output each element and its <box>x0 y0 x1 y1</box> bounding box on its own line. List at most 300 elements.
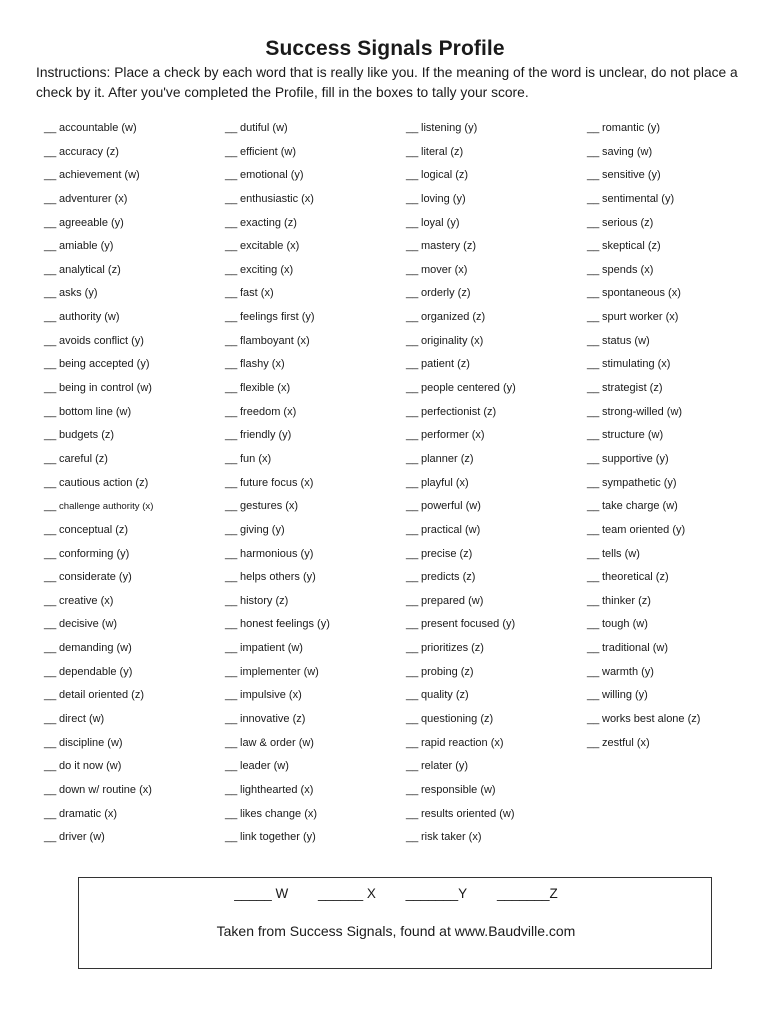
check-blank[interactable] <box>587 404 602 421</box>
check-blank[interactable] <box>44 546 59 563</box>
word-label: detail oriented (z) <box>59 689 144 702</box>
checklist-item[interactable] <box>225 262 405 286</box>
check-blank[interactable] <box>406 498 421 515</box>
check-blank[interactable] <box>225 782 240 799</box>
word-label: flamboyant (x) <box>240 334 310 347</box>
check-blank[interactable] <box>406 191 421 208</box>
checklist-item[interactable] <box>225 144 405 168</box>
checklist-item[interactable] <box>587 546 767 570</box>
check-blank[interactable] <box>406 262 421 279</box>
checklist-item[interactable] <box>44 782 224 806</box>
check-blank[interactable] <box>44 498 59 515</box>
word-label: strategist (z) <box>602 382 663 395</box>
checklist-item[interactable] <box>406 593 586 617</box>
check-blank[interactable] <box>225 475 240 492</box>
check-blank[interactable] <box>587 285 602 302</box>
checklist-item[interactable] <box>225 664 405 688</box>
word-label: friendly (y) <box>240 429 292 442</box>
checklist-item[interactable] <box>406 333 586 357</box>
check-blank[interactable] <box>587 262 602 279</box>
check-blank[interactable] <box>225 120 240 137</box>
checklist-item[interactable] <box>406 285 586 309</box>
word-label: decisive (w) <box>59 618 118 631</box>
check-blank[interactable] <box>406 404 421 421</box>
checklist-item[interactable] <box>587 475 767 499</box>
checklist-item[interactable] <box>44 593 224 617</box>
check-blank[interactable] <box>406 238 421 255</box>
word-column-1 <box>44 120 224 853</box>
word-label: practical (w) <box>421 523 481 536</box>
check-blank[interactable] <box>225 356 240 373</box>
check-blank[interactable] <box>44 616 59 633</box>
checklist-item[interactable] <box>587 309 767 333</box>
word-label: dramatic (x) <box>59 807 118 820</box>
checklist-item[interactable] <box>587 191 767 215</box>
check-blank[interactable] <box>44 309 59 326</box>
check-blank[interactable] <box>406 593 421 610</box>
checklist-item[interactable] <box>406 687 586 711</box>
checklist-item[interactable] <box>225 167 405 191</box>
checklist-item[interactable] <box>44 498 224 522</box>
checklist-item[interactable] <box>225 546 405 570</box>
word-label: quality (z) <box>421 689 469 702</box>
check-blank[interactable] <box>406 829 421 846</box>
checklist-item[interactable] <box>406 522 586 546</box>
checklist-item[interactable] <box>44 333 224 357</box>
check-blank[interactable] <box>406 285 421 302</box>
checklist-item[interactable] <box>587 569 767 593</box>
word-label: direct (w) <box>59 713 105 726</box>
check-blank[interactable] <box>587 238 602 255</box>
word-label: gestures (x) <box>240 500 299 513</box>
word-label: asks (y) <box>59 287 98 300</box>
word-label: excitable (x) <box>240 240 300 253</box>
checklist-item[interactable] <box>225 333 405 357</box>
check-blank[interactable] <box>44 451 59 468</box>
checklist-item[interactable] <box>587 522 767 546</box>
checklist-item[interactable] <box>406 427 586 451</box>
checklist-item[interactable] <box>225 498 405 522</box>
checklist-item[interactable] <box>44 356 224 380</box>
instructions-text: Instructions: Place a check by each word that is really like you. If the meaning of the word is unclear, do not place a check by it. After you've completed the Profile, fill in the boxes to tally your score. <box>36 65 738 100</box>
check-blank[interactable] <box>225 333 240 350</box>
checklist-item[interactable] <box>406 735 586 759</box>
check-blank[interactable] <box>587 191 602 208</box>
check-blank[interactable] <box>587 215 602 232</box>
checklist-item[interactable] <box>225 569 405 593</box>
word-label: sympathetic (y) <box>602 476 677 489</box>
checklist-item[interactable] <box>225 309 405 333</box>
checklist-item[interactable] <box>406 829 586 853</box>
checklist-item[interactable] <box>225 829 405 853</box>
checklist-item[interactable] <box>225 758 405 782</box>
checklist-item[interactable] <box>44 522 224 546</box>
checklist-item[interactable] <box>225 356 405 380</box>
checklist-item[interactable] <box>406 806 586 830</box>
check-blank[interactable] <box>587 475 602 492</box>
checklist-item[interactable] <box>225 687 405 711</box>
checklist-item[interactable] <box>44 215 224 239</box>
check-blank[interactable] <box>225 380 240 397</box>
checklist-item[interactable] <box>44 262 224 286</box>
check-blank[interactable] <box>406 758 421 775</box>
check-blank[interactable] <box>44 640 59 657</box>
check-blank[interactable] <box>587 664 602 681</box>
check-blank[interactable] <box>225 593 240 610</box>
checklist-item[interactable] <box>406 120 586 144</box>
check-blank[interactable] <box>44 238 59 255</box>
checklist-item[interactable] <box>587 356 767 380</box>
check-blank[interactable] <box>406 806 421 823</box>
checklist-item[interactable] <box>225 806 405 830</box>
check-blank[interactable] <box>406 144 421 161</box>
check-blank[interactable] <box>225 569 240 586</box>
checklist-item[interactable] <box>406 616 586 640</box>
word-list <box>0 120 770 850</box>
word-label: dutiful (w) <box>240 122 288 134</box>
word-label: impatient (w) <box>240 642 303 655</box>
checklist-item[interactable] <box>587 120 767 144</box>
checklist-item[interactable] <box>44 687 224 711</box>
checklist-item[interactable] <box>44 120 224 144</box>
checklist-item[interactable] <box>587 640 767 664</box>
check-blank[interactable] <box>587 711 602 728</box>
check-blank[interactable] <box>225 262 240 279</box>
checklist-item[interactable] <box>406 546 586 570</box>
checklist-item[interactable] <box>406 356 586 380</box>
checklist-item[interactable] <box>406 782 586 806</box>
check-blank[interactable] <box>587 427 602 444</box>
word-label: exacting (z) <box>240 216 297 229</box>
check-blank[interactable] <box>44 167 59 184</box>
word-label: feelings first (y) <box>240 311 315 324</box>
check-blank[interactable] <box>225 711 240 728</box>
checklist-item[interactable] <box>44 475 224 499</box>
word-label: enthusiastic (x) <box>240 192 314 205</box>
word-label: harmonious (y) <box>240 547 314 560</box>
check-blank[interactable] <box>44 191 59 208</box>
check-blank[interactable] <box>225 144 240 161</box>
checklist-item[interactable] <box>44 167 224 191</box>
word-label: saving (w) <box>602 145 653 158</box>
check-blank[interactable] <box>225 285 240 302</box>
check-blank[interactable] <box>44 687 59 704</box>
word-label: efficient (w) <box>240 145 297 158</box>
check-blank[interactable] <box>44 711 59 728</box>
check-blank[interactable] <box>406 546 421 563</box>
check-blank[interactable] <box>225 427 240 444</box>
checklist-item[interactable] <box>44 569 224 593</box>
word-label: loving (y) <box>421 192 466 205</box>
word-label: probing (z) <box>421 665 474 678</box>
check-blank[interactable] <box>406 735 421 752</box>
check-blank[interactable] <box>225 546 240 563</box>
checklist-item[interactable] <box>406 380 586 404</box>
check-blank[interactable] <box>406 333 421 350</box>
check-blank[interactable] <box>587 546 602 563</box>
check-blank[interactable] <box>225 167 240 184</box>
checklist-item[interactable] <box>44 829 224 853</box>
checklist-item[interactable] <box>406 215 586 239</box>
check-blank[interactable] <box>406 616 421 633</box>
checklist-item[interactable] <box>44 806 224 830</box>
check-blank[interactable] <box>406 356 421 373</box>
check-blank[interactable] <box>587 380 602 397</box>
checklist-item[interactable] <box>587 687 767 711</box>
word-label: status (w) <box>602 334 650 347</box>
check-blank[interactable] <box>225 309 240 326</box>
check-blank[interactable] <box>225 687 240 704</box>
check-blank[interactable] <box>44 475 59 492</box>
checklist-item[interactable] <box>225 451 405 475</box>
checklist-item[interactable] <box>587 333 767 357</box>
check-blank[interactable] <box>225 735 240 752</box>
checklist-item[interactable] <box>587 215 767 239</box>
check-blank[interactable] <box>225 522 240 539</box>
check-blank[interactable] <box>44 404 59 421</box>
checklist-item[interactable] <box>44 711 224 735</box>
checklist-item[interactable] <box>44 640 224 664</box>
word-label: serious (z) <box>602 216 654 229</box>
checklist-item[interactable] <box>225 380 405 404</box>
checklist-item[interactable] <box>44 616 224 640</box>
check-blank[interactable] <box>587 167 602 184</box>
check-blank[interactable] <box>406 215 421 232</box>
checklist-item[interactable] <box>587 262 767 286</box>
checklist-item[interactable] <box>44 144 224 168</box>
word-label: adventurer (x) <box>59 192 128 205</box>
checklist-item[interactable] <box>225 522 405 546</box>
checklist-item[interactable] <box>225 285 405 309</box>
check-blank[interactable] <box>44 262 59 279</box>
word-label: thinker (z) <box>602 594 651 607</box>
checklist-item[interactable] <box>587 427 767 451</box>
word-label: discipline (w) <box>59 736 123 749</box>
checklist-item[interactable] <box>406 664 586 688</box>
word-label: tough (w) <box>602 618 648 631</box>
word-label: precise (z) <box>421 547 473 560</box>
checklist-item[interactable] <box>44 309 224 333</box>
check-blank[interactable] <box>587 569 602 586</box>
check-blank[interactable] <box>225 404 240 421</box>
checklist-item[interactable] <box>44 664 224 688</box>
checklist-item[interactable] <box>44 451 224 475</box>
check-blank[interactable] <box>225 806 240 823</box>
checklist-item[interactable] <box>587 593 767 617</box>
checklist-item[interactable] <box>406 475 586 499</box>
check-blank[interactable] <box>225 829 240 846</box>
word-label: sensitive (y) <box>602 169 661 182</box>
word-label: achievement (w) <box>59 169 140 182</box>
tally-w[interactable]: _____ W <box>234 886 289 901</box>
check-blank[interactable] <box>44 664 59 681</box>
checklist-item[interactable] <box>406 498 586 522</box>
checklist-item[interactable] <box>406 167 586 191</box>
check-blank[interactable] <box>225 451 240 468</box>
check-blank[interactable] <box>225 191 240 208</box>
check-blank[interactable] <box>587 333 602 350</box>
check-blank[interactable] <box>587 144 602 161</box>
word-label: results oriented (w) <box>421 807 515 820</box>
checklist-item[interactable] <box>587 616 767 640</box>
check-blank[interactable] <box>406 782 421 799</box>
word-label: traditional (w) <box>602 642 669 655</box>
check-blank[interactable] <box>587 451 602 468</box>
tally-y[interactable]: _______Y <box>405 886 468 901</box>
word-label: playful (x) <box>421 476 469 489</box>
checklist-item[interactable] <box>587 285 767 309</box>
checklist-item[interactable] <box>406 569 586 593</box>
checklist-item[interactable] <box>225 616 405 640</box>
check-blank[interactable] <box>225 640 240 657</box>
tally-row <box>79 886 713 901</box>
check-blank[interactable] <box>44 735 59 752</box>
word-label: cautious action (z) <box>59 476 149 489</box>
checklist-item[interactable] <box>406 758 586 782</box>
checklist-item[interactable] <box>44 285 224 309</box>
check-blank[interactable] <box>587 687 602 704</box>
check-blank[interactable] <box>406 664 421 681</box>
word-label: strong-willed (w) <box>602 405 683 418</box>
check-blank[interactable] <box>406 309 421 326</box>
check-blank[interactable] <box>44 380 59 397</box>
word-label: analytical (z) <box>59 263 121 276</box>
check-blank[interactable] <box>587 120 602 137</box>
checklist-item[interactable] <box>225 475 405 499</box>
checklist-item[interactable] <box>406 309 586 333</box>
word-label: zestful (x) <box>602 736 650 749</box>
checklist-item[interactable] <box>44 380 224 404</box>
check-blank[interactable] <box>587 522 602 539</box>
checklist-item[interactable] <box>44 238 224 262</box>
check-blank[interactable] <box>587 593 602 610</box>
check-blank[interactable] <box>44 569 59 586</box>
checklist-item[interactable] <box>587 451 767 475</box>
check-blank[interactable] <box>406 475 421 492</box>
check-blank[interactable] <box>44 829 59 846</box>
checklist-item[interactable] <box>44 191 224 215</box>
word-label: spurt worker (x) <box>602 311 679 324</box>
check-blank[interactable] <box>225 616 240 633</box>
word-label: prioritizes (z) <box>421 642 484 655</box>
checklist-item[interactable] <box>225 120 405 144</box>
tally-x[interactable]: ______ X <box>318 886 376 901</box>
word-label: rapid reaction (x) <box>421 736 504 749</box>
checklist-item[interactable] <box>587 498 767 522</box>
check-blank[interactable] <box>44 356 59 373</box>
checklist-item[interactable] <box>587 711 767 735</box>
check-blank[interactable] <box>44 215 59 232</box>
checklist-item[interactable] <box>406 404 586 428</box>
check-blank[interactable] <box>406 569 421 586</box>
check-blank[interactable] <box>44 333 59 350</box>
check-blank[interactable] <box>44 593 59 610</box>
word-label: stimulating (x) <box>602 358 671 371</box>
checklist-item[interactable] <box>44 404 224 428</box>
checklist-item[interactable] <box>225 782 405 806</box>
word-label: tells (w) <box>602 547 640 560</box>
checklist-item[interactable] <box>587 735 767 759</box>
check-blank[interactable] <box>406 120 421 137</box>
checklist-item[interactable] <box>225 215 405 239</box>
check-blank[interactable] <box>225 215 240 232</box>
check-blank[interactable] <box>44 120 59 137</box>
word-label: honest feelings (y) <box>240 618 330 631</box>
tally-z[interactable]: _______Z <box>496 886 558 901</box>
checklist-item[interactable] <box>44 758 224 782</box>
word-label: perfectionist (z) <box>421 405 497 418</box>
check-blank[interactable] <box>44 758 59 775</box>
checklist-item[interactable] <box>587 144 767 168</box>
check-blank[interactable] <box>406 427 421 444</box>
checklist-item[interactable] <box>587 404 767 428</box>
check-blank[interactable] <box>587 616 602 633</box>
checklist-item[interactable] <box>225 735 405 759</box>
checklist-item[interactable] <box>406 144 586 168</box>
checklist-item[interactable] <box>225 711 405 735</box>
check-blank[interactable] <box>44 522 59 539</box>
check-blank[interactable] <box>44 144 59 161</box>
checklist-item[interactable] <box>587 238 767 262</box>
check-blank[interactable] <box>406 451 421 468</box>
check-blank[interactable] <box>406 687 421 704</box>
check-blank[interactable] <box>587 498 602 515</box>
check-blank[interactable] <box>406 711 421 728</box>
checklist-item[interactable] <box>225 593 405 617</box>
check-blank[interactable] <box>406 640 421 657</box>
check-blank[interactable] <box>225 498 240 515</box>
checklist-item[interactable] <box>225 191 405 215</box>
checklist-item[interactable] <box>406 451 586 475</box>
checklist-item[interactable] <box>406 640 586 664</box>
checklist-item[interactable] <box>406 711 586 735</box>
checklist-item[interactable] <box>587 380 767 404</box>
checklist-item[interactable] <box>406 238 586 262</box>
checklist-item[interactable] <box>225 404 405 428</box>
check-blank[interactable] <box>406 522 421 539</box>
check-blank[interactable] <box>225 758 240 775</box>
check-blank[interactable] <box>587 735 602 752</box>
check-blank[interactable] <box>225 664 240 681</box>
check-blank[interactable] <box>44 806 59 823</box>
check-blank[interactable] <box>587 640 602 657</box>
check-blank[interactable] <box>225 238 240 255</box>
word-label: mastery (z) <box>421 240 476 253</box>
check-blank[interactable] <box>587 356 602 373</box>
checklist-item[interactable] <box>587 167 767 191</box>
check-blank[interactable] <box>44 427 59 444</box>
checklist-item[interactable] <box>225 238 405 262</box>
check-blank[interactable] <box>44 285 59 302</box>
word-label: likes change (x) <box>240 807 318 820</box>
check-blank[interactable] <box>406 167 421 184</box>
checklist-item[interactable] <box>225 640 405 664</box>
check-blank[interactable] <box>406 380 421 397</box>
checklist-item[interactable] <box>44 546 224 570</box>
word-label: being accepted (y) <box>59 358 150 371</box>
word-label: skeptical (z) <box>602 240 661 253</box>
checklist-item[interactable] <box>587 664 767 688</box>
check-blank[interactable] <box>587 309 602 326</box>
checklist-item[interactable] <box>44 427 224 451</box>
checklist-item[interactable] <box>406 262 586 286</box>
checklist-item[interactable] <box>225 427 405 451</box>
checklist-item[interactable] <box>44 735 224 759</box>
word-label: people centered (y) <box>421 382 516 395</box>
word-column-4 <box>587 120 767 758</box>
check-blank[interactable] <box>44 782 59 799</box>
checklist-item[interactable] <box>406 191 586 215</box>
